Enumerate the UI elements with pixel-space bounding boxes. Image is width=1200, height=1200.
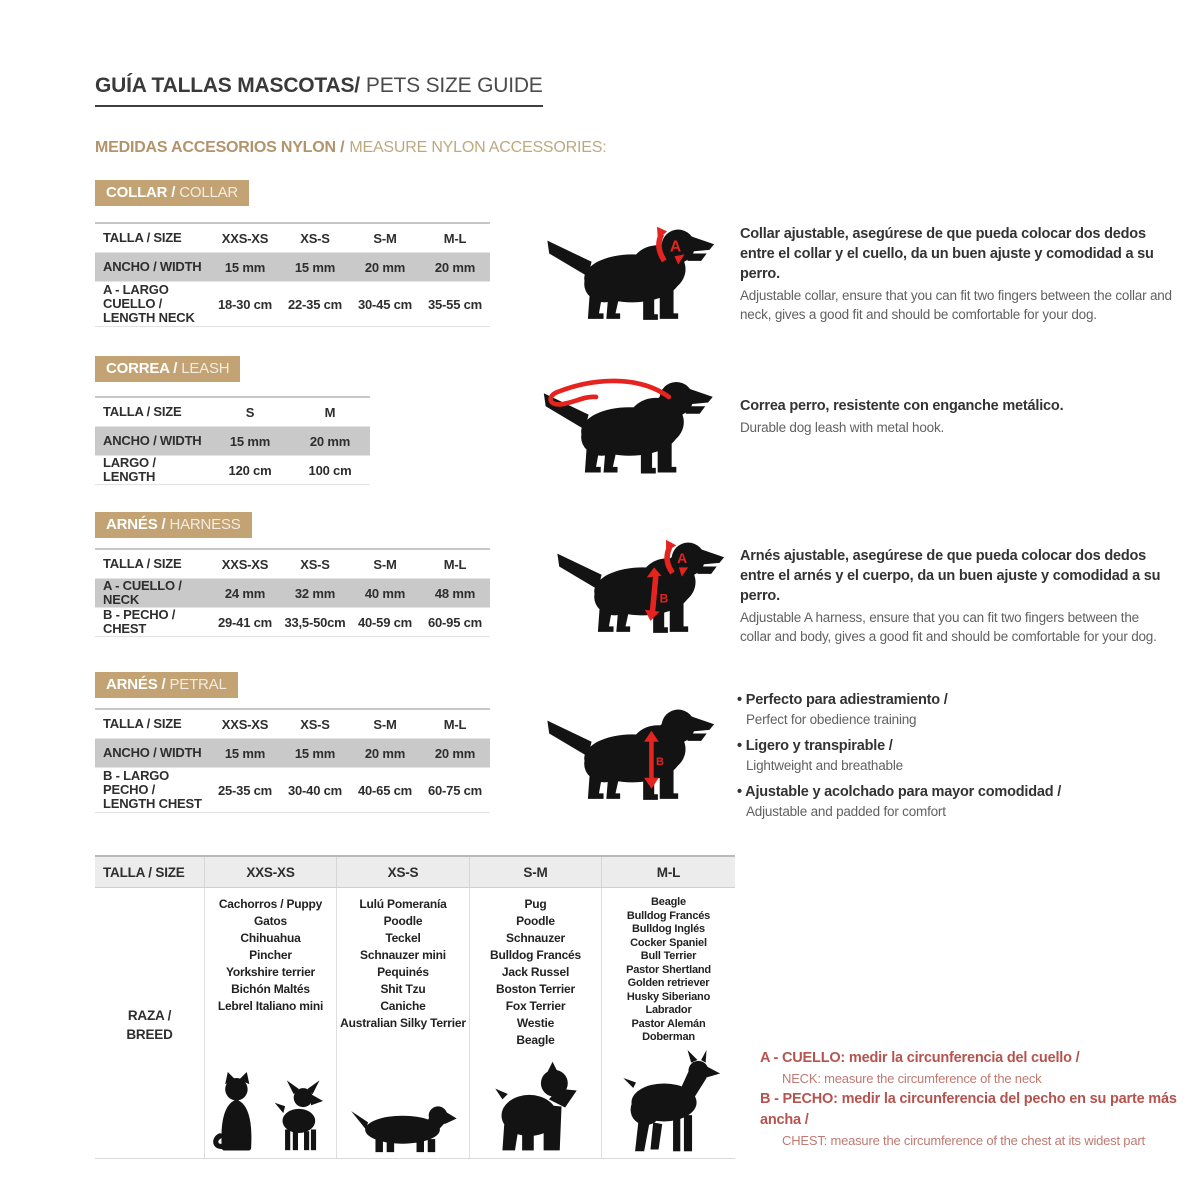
breed-item: Fox Terrier bbox=[505, 999, 566, 1013]
page-title-es: GUÍA TALLAS MASCOTAS/ bbox=[95, 74, 360, 97]
breed-list bbox=[218, 896, 323, 1015]
feature-item: • Perfecto para adiestramiento / Perfect for obedience training bbox=[737, 690, 1177, 729]
table-row: B - PECHO / CHEST 29-41 cm 33,5-50cm 40-59 cm 60-95 cm bbox=[95, 608, 490, 636]
table-row: B - LARGO PECHO / LENGTH CHEST 25-35 cm 30-40 cm 40-65 cm 60-75 cm bbox=[95, 768, 490, 812]
collar-description: Collar ajustable, asegúrese de que pueda colocar dos dedos entre el collar y el cuello, da un buen ajuste y comodidad a su perro. Adjustable collar, ensure that you can fit two fingers between the collar and neck, gives a good fit and should be comfortable for your dog. bbox=[740, 226, 1172, 322]
breed-item: Shit Tzu bbox=[380, 982, 426, 996]
breed-item: Bichón Maltés bbox=[231, 982, 310, 996]
harness-description: Arnés ajustable, asegúrese de que pueda colocar dos dedos entre el arnés y el cuerpo, da un buen ajuste y comodidad a su perro. Adjustable A harness, ensure that you can fit two fingers between the collar and body, gives a good fit and should be comfortable for your dog. bbox=[740, 548, 1161, 644]
svg-text:B: B bbox=[659, 591, 669, 606]
breed-item: Bull Terrier bbox=[640, 950, 697, 962]
schnauzer-silhouette bbox=[492, 1060, 580, 1154]
breed-item: Pastor Shertland bbox=[626, 963, 711, 976]
svg-text:A: A bbox=[669, 238, 681, 256]
breed-item: Chihuahua bbox=[240, 931, 301, 945]
breed-item: Labrador bbox=[645, 1004, 692, 1016]
collar-section-badge: COLLAR / COLLAR bbox=[95, 180, 249, 206]
breed-table bbox=[95, 855, 735, 1159]
breed-item: Jack Russel bbox=[501, 965, 570, 979]
breed-col-m-l bbox=[602, 888, 735, 1158]
page-title bbox=[95, 74, 543, 107]
size-header-label: TALLA / SIZE bbox=[103, 230, 182, 245]
breed-item: Husky Siberiano bbox=[626, 990, 711, 1003]
petral-dog-illustration bbox=[540, 695, 715, 807]
footnote-b-en: CHEST: measure the circumference of the chest at its widest part bbox=[782, 1133, 1145, 1148]
page-subtitle-en: MEASURE NYLON ACCESSORIES: bbox=[349, 139, 607, 156]
chihuahua-silhouette bbox=[273, 1080, 329, 1154]
breed-list bbox=[626, 896, 711, 1045]
breed-table-header: TALLA / SIZE XXS-XS XS-S S-M M-L bbox=[95, 857, 735, 888]
breed-item: Cocker Spaniel bbox=[630, 936, 707, 949]
harness-size-table bbox=[95, 548, 490, 637]
leash-description: Correa perro, resistente con enganche metálico. Durable dog leash with metal hook. bbox=[740, 398, 1064, 435]
harness-section-badge: ARNÉS / HARNESS bbox=[95, 512, 252, 538]
petral-size-table bbox=[95, 708, 490, 813]
feature-item: • Ligero y transpirable / Lightweight and breathable bbox=[737, 736, 1177, 775]
measurement-footnote bbox=[760, 1048, 1180, 1151]
footnote-b-es: B - PECHO: medir la circunferencia del pecho en su parte más ancha / bbox=[760, 1091, 1177, 1128]
leash-dog-illustration bbox=[535, 368, 715, 480]
breed-item: Gatos bbox=[253, 914, 287, 928]
breed-table-body bbox=[95, 888, 735, 1158]
leash-size-table bbox=[95, 396, 370, 485]
breed-item: Caniche bbox=[380, 999, 426, 1013]
petral-feature-list bbox=[737, 690, 1177, 828]
table-row: TALLA / SIZE XXS-XS XS-S S-M M-L bbox=[95, 710, 490, 739]
breed-item: Lebrel Italiano mini bbox=[217, 999, 324, 1013]
breed-item: Lulú Pomeranía bbox=[359, 897, 447, 911]
footnote-a-en: NECK: measure the circumference of the neck bbox=[782, 1071, 1042, 1086]
breed-item: Bulldog Inglés bbox=[632, 923, 705, 935]
svg-text:A: A bbox=[677, 549, 687, 566]
doberman-silhouette bbox=[617, 1050, 721, 1154]
breed-item: Doberman bbox=[642, 1031, 695, 1043]
footnote-a-es: A - CUELLO: medir la circunferencia del cuello / bbox=[760, 1050, 1080, 1066]
breed-col-xxs-xs bbox=[205, 888, 337, 1158]
breed-item: Beagle bbox=[516, 1033, 555, 1047]
table-row: TALLA / SIZE XXS-XS XS-S S-M M-L bbox=[95, 224, 490, 253]
breed-item: Yorkshire terrier bbox=[225, 965, 316, 979]
breed-item: Pequinés bbox=[377, 965, 429, 979]
table-row: ANCHO / WIDTH 15 mm 15 mm 20 mm 20 mm bbox=[95, 253, 490, 282]
svg-text:B: B bbox=[656, 755, 664, 768]
breed-item: Westie bbox=[516, 1016, 555, 1030]
page-title-en: PETS SIZE GUIDE bbox=[365, 74, 543, 97]
leash-section-badge: CORREA / LEASH bbox=[95, 356, 240, 382]
breed-list bbox=[340, 896, 466, 1032]
page-subtitle-es: MEDIDAS ACCESORIOS NYLON / bbox=[95, 139, 345, 156]
petral-section-badge: ARNÉS / PETRAL bbox=[95, 672, 238, 698]
breed-item: Bulldog Francés bbox=[489, 948, 581, 962]
collar-size-table bbox=[95, 222, 490, 327]
breed-row-label: RAZA / BREED bbox=[95, 888, 205, 1158]
breed-item: Pastor Alemán bbox=[631, 1017, 706, 1030]
breed-item: Schnauzer mini bbox=[360, 948, 446, 962]
dachshund-silhouette bbox=[349, 1098, 457, 1154]
table-row: A - LARGO CUELLO / LENGTH NECK 18-30 cm 22-35 cm 30-45 cm 35-55 cm bbox=[95, 282, 490, 326]
breed-item: Bulldog Francés bbox=[626, 909, 711, 922]
harness-dog-illustration bbox=[550, 528, 725, 640]
table-row: TALLA / SIZE S M bbox=[95, 398, 370, 427]
breed-item: Poodle bbox=[516, 914, 555, 928]
breed-item: Schnauzer bbox=[506, 931, 565, 945]
table-row: TALLA / SIZE XXS-XS XS-S S-M M-L bbox=[95, 550, 490, 579]
table-row: LARGO / LENGTH 120 cm 100 cm bbox=[95, 456, 370, 484]
table-row: ANCHO / WIDTH 15 mm 15 mm 20 mm 20 mm bbox=[95, 739, 490, 768]
breed-item: Beagle bbox=[651, 896, 686, 908]
breed-list bbox=[490, 896, 581, 1049]
breed-item: Teckel bbox=[385, 931, 421, 945]
breed-item: Boston Terrier bbox=[495, 982, 575, 996]
breed-item: Poodle bbox=[383, 914, 423, 928]
breed-item: Cachorros / Puppy bbox=[218, 897, 323, 911]
breed-col-xs-s bbox=[337, 888, 470, 1158]
breed-item: Pincher bbox=[249, 948, 292, 962]
page-subtitle bbox=[95, 139, 606, 157]
breed-item: Golden retriever bbox=[627, 977, 710, 989]
table-row: ANCHO / WIDTH 15 mm 20 mm bbox=[95, 427, 370, 456]
cat-silhouette bbox=[213, 1072, 265, 1154]
collar-dog-illustration bbox=[540, 215, 715, 327]
breed-item: Australian Silky Terrier bbox=[340, 1016, 466, 1030]
table-row: A - CUELLO / NECK 24 mm 32 mm 40 mm 48 mm bbox=[95, 579, 490, 608]
breed-col-s-m bbox=[470, 888, 602, 1158]
feature-item: • Ajustable y acolchado para mayor comodidad / Adjustable and padded for comfort bbox=[737, 782, 1177, 821]
breed-item: Pug bbox=[524, 897, 547, 911]
